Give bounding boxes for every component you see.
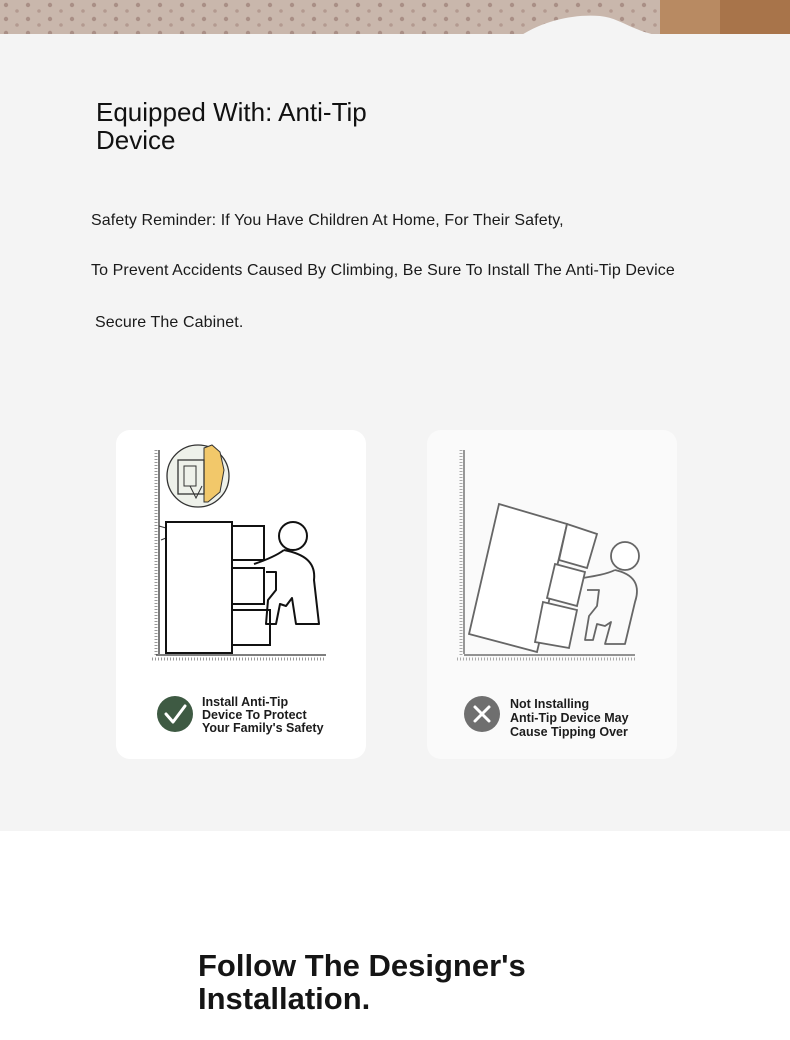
hero-image-strip — [0, 0, 790, 36]
safety-reminder-line-2: To Prevent Accidents Caused By Climbing, Be Sure To Install The Anti-Tip Device — [91, 262, 675, 279]
rug-floor-photo — [0, 0, 790, 36]
not-installing-caption-line-3: Cause Tipping Over — [510, 725, 628, 739]
cabinet-secured-illustration — [116, 430, 366, 670]
not-installing-caption-line-2: Anti-Tip Device May — [510, 711, 629, 725]
not-installing-caption-line-1: Not Installing — [510, 697, 590, 711]
anti-tip-title: Equipped With: Anti-Tip Device — [96, 97, 367, 155]
cabinet-tipping-illustration — [427, 430, 677, 670]
close-icon — [464, 696, 500, 732]
close-icon-badge — [464, 696, 500, 732]
safety-reminder-line-1: Safety Reminder: If You Have Children At Home, For Their Safety, — [91, 212, 564, 229]
install-caption-line-1: Install Anti-Tip — [202, 695, 289, 709]
card-install-anti-tip — [116, 430, 366, 759]
install-caption-line-3: Your Family's Safety — [202, 721, 324, 735]
safety-reminder-line-3: Secure The Cabinet. — [95, 314, 244, 331]
check-icon — [157, 696, 193, 732]
install-caption — [202, 696, 352, 735]
not-installing-caption — [510, 697, 660, 739]
card-no-anti-tip — [427, 430, 677, 759]
install-caption-line-2: Device To Protect — [202, 708, 307, 722]
installation-title: Follow The Designer's Installation. — [198, 948, 526, 1016]
check-icon-badge — [157, 696, 193, 732]
